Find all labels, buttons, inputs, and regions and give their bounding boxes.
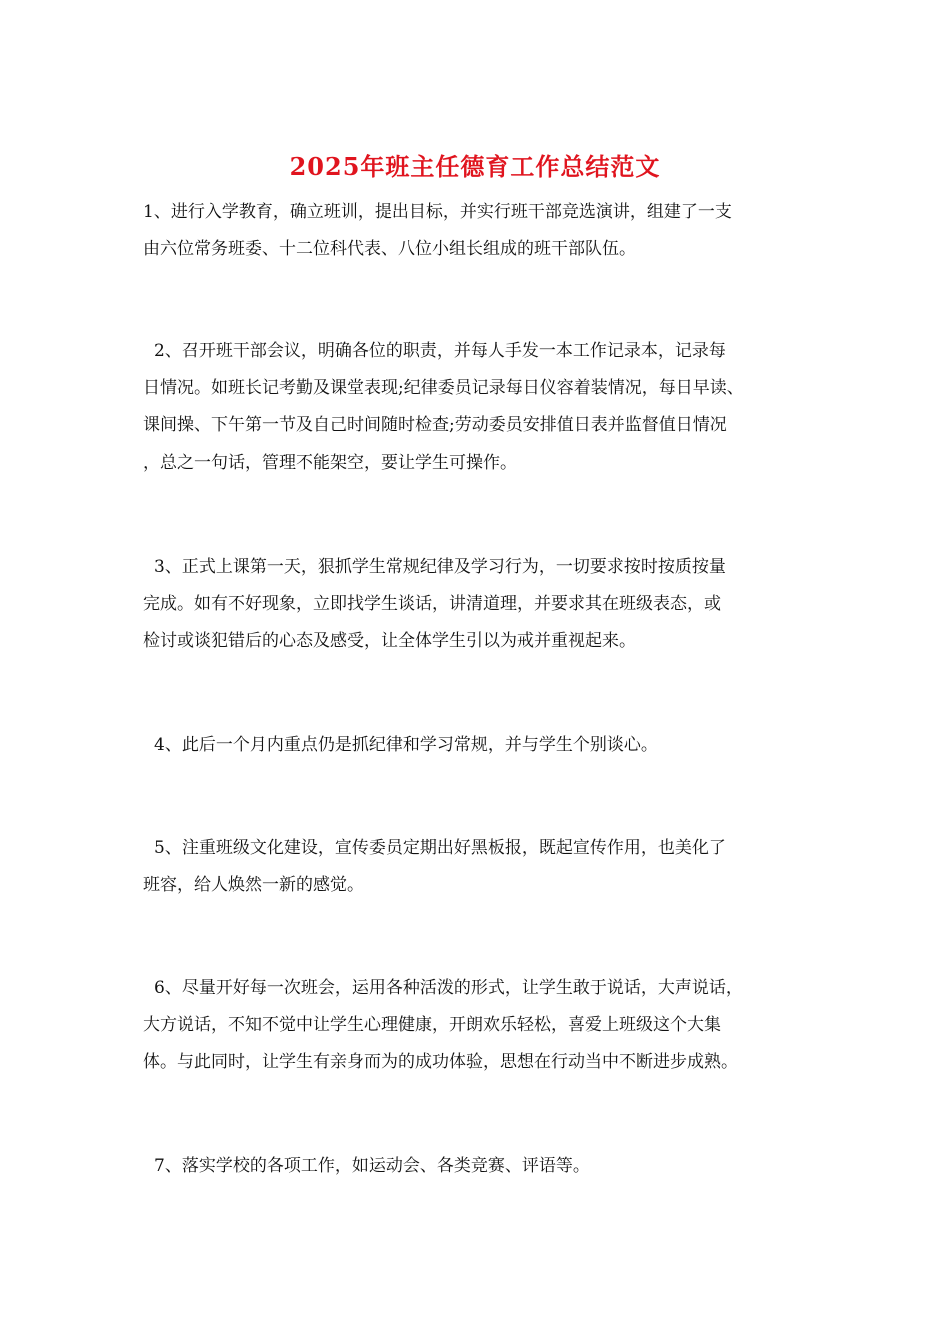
paragraph-2-line-3: 课间操、下午第一节及自己时间随时检查;劳动委员安排值日表并监督值日情况 <box>143 415 727 435</box>
paragraph-5-line-2: 班容，给人焕然一新的感觉。 <box>143 875 364 895</box>
paragraph-6-line-3: 体。与此同时，让学生有亲身而为的成功体验，思想在行动当中不断进步成熟。 <box>143 1052 738 1072</box>
document-title: 2025年班主任德育工作总结范文 <box>289 152 661 181</box>
paragraph-7-line-1: 7、落实学校的各项工作，如运动会、各类竞赛、评语等。 <box>154 1156 590 1176</box>
paragraph-3-line-2: 完成。如有不好现象，立即找学生谈话，讲清道理，并要求其在班级表态，或 <box>143 594 721 614</box>
paragraph-1-line-1: 1、进行入学教育，确立班训，提出目标，并实行班干部竞选演讲，组建了一支 <box>143 202 732 222</box>
paragraph-1-line-2: 由六位常务班委、十二位科代表、八位小组长组成的班干部队伍。 <box>143 239 636 259</box>
paragraph-5-line-1: 5、注重班级文化建设，宣传委员定期出好黑板报，既起宣传作用，也美化了 <box>154 838 726 858</box>
paragraph-6-line-2: 大方说话，不知不觉中让学生心理健康，开朗欢乐轻松，喜爱上班级这个大集 <box>143 1015 721 1035</box>
paragraph-3-line-3: 检讨或谈犯错后的心态及感受，让全体学生引以为戒并重视起来。 <box>143 631 636 651</box>
paragraph-3-line-1: 3、正式上课第一天，狠抓学生常规纪律及学习行为，一切要求按时按质按量 <box>154 557 726 577</box>
paragraph-2-line-1: 2、召开班干部会议，明确各位的职责，并每人手发一本工作记录本，记录每 <box>154 341 726 361</box>
paragraph-6-line-1: 6、尽量开好每一次班会，运用各种活泼的形式，让学生敢于说话，大声说话， <box>154 978 743 998</box>
paragraph-2-line-4: ，总之一句话，管理不能架空，要让学生可操作。 <box>143 453 517 473</box>
paragraph-4-line-1: 4、此后一个月内重点仍是抓纪律和学习常规，并与学生个别谈心。 <box>154 735 658 755</box>
paragraph-2-line-2: 日情况。如班长记考勤及课堂表现;纪律委员记录每日仪容着装情况，每日早读、 <box>143 378 744 398</box>
